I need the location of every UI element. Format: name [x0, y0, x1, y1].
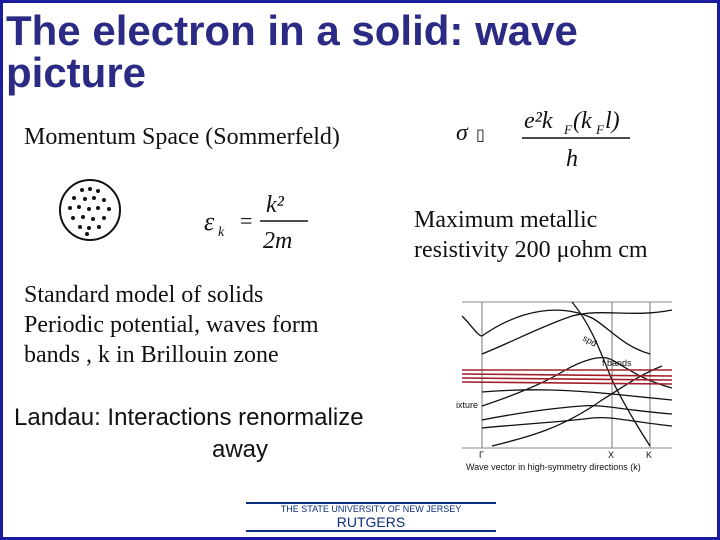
box-glyph: ▯: [476, 125, 485, 144]
sigma-sub-f1: F: [564, 122, 572, 137]
dispersion-numerator: k²: [266, 192, 284, 218]
max-resistivity-line-2: resistivity 200 μohm cm: [414, 237, 648, 263]
momentum-space-label: Momentum Space (Sommerfeld): [24, 124, 340, 150]
sigma-symbol: σ: [456, 120, 468, 146]
standard-line-3: bands , k in Brillouin zone: [24, 342, 279, 368]
fermi-sphere-svg: [58, 178, 122, 242]
landau-text: [14, 402, 434, 466]
standard-line-2: Periodic potential, waves form: [24, 312, 319, 338]
footer-university-text: THE STATE UNIVERSITY OF NEW JERSEY: [280, 504, 462, 514]
x-label-k: K: [646, 450, 653, 460]
sigma-denominator: h: [566, 146, 578, 172]
sigma-numerator: e²k: [524, 108, 553, 134]
band-figure-bg: [452, 296, 692, 476]
dispersion-formula: [200, 184, 310, 258]
max-resistivity-text: [414, 205, 648, 265]
band-structure-svg: [452, 296, 692, 476]
standard-model-text: [24, 280, 319, 370]
dispersion-formula-svg: [200, 184, 310, 258]
conductivity-formula: [452, 100, 632, 178]
footer-rutgers-text: RUTGERS: [336, 514, 406, 530]
equals-sign: =: [240, 208, 253, 233]
slide-title: [6, 7, 686, 96]
x-label-gamma: Γ: [479, 450, 484, 460]
f-bands-label: f bands: [602, 358, 632, 368]
rutgers-footer-logo: [246, 500, 496, 534]
sigma-paren: (k: [573, 108, 592, 134]
title-line-1: The electron in a solid: wave: [6, 7, 578, 54]
mixture-label: ixture: [456, 400, 479, 410]
dispersion-denominator: 2m: [263, 228, 293, 254]
sigma-tail: l): [605, 108, 620, 134]
standard-line-1: Standard model of solids: [24, 282, 264, 308]
conductivity-formula-svg: [452, 100, 632, 178]
title-line-2: picture: [6, 49, 147, 96]
max-resistivity-line-1: Maximum metallic: [414, 207, 598, 233]
fermi-sphere-diagram: [58, 178, 122, 242]
landau-line-1: Landau: Interactions renormalize: [14, 404, 364, 431]
landau-line-2: away: [212, 436, 269, 463]
footer-bottom-rule: [246, 530, 496, 532]
band-structure-figure: [452, 296, 692, 476]
band-axis-caption: Wave vector in high-symmetry directions (k): [466, 462, 641, 472]
epsilon-subscript: k: [218, 225, 225, 240]
epsilon-symbol: ε: [204, 207, 215, 236]
spd-label: spd: [581, 332, 599, 349]
x-label-x: X: [608, 450, 615, 460]
sigma-sub-f2: F: [596, 122, 604, 137]
